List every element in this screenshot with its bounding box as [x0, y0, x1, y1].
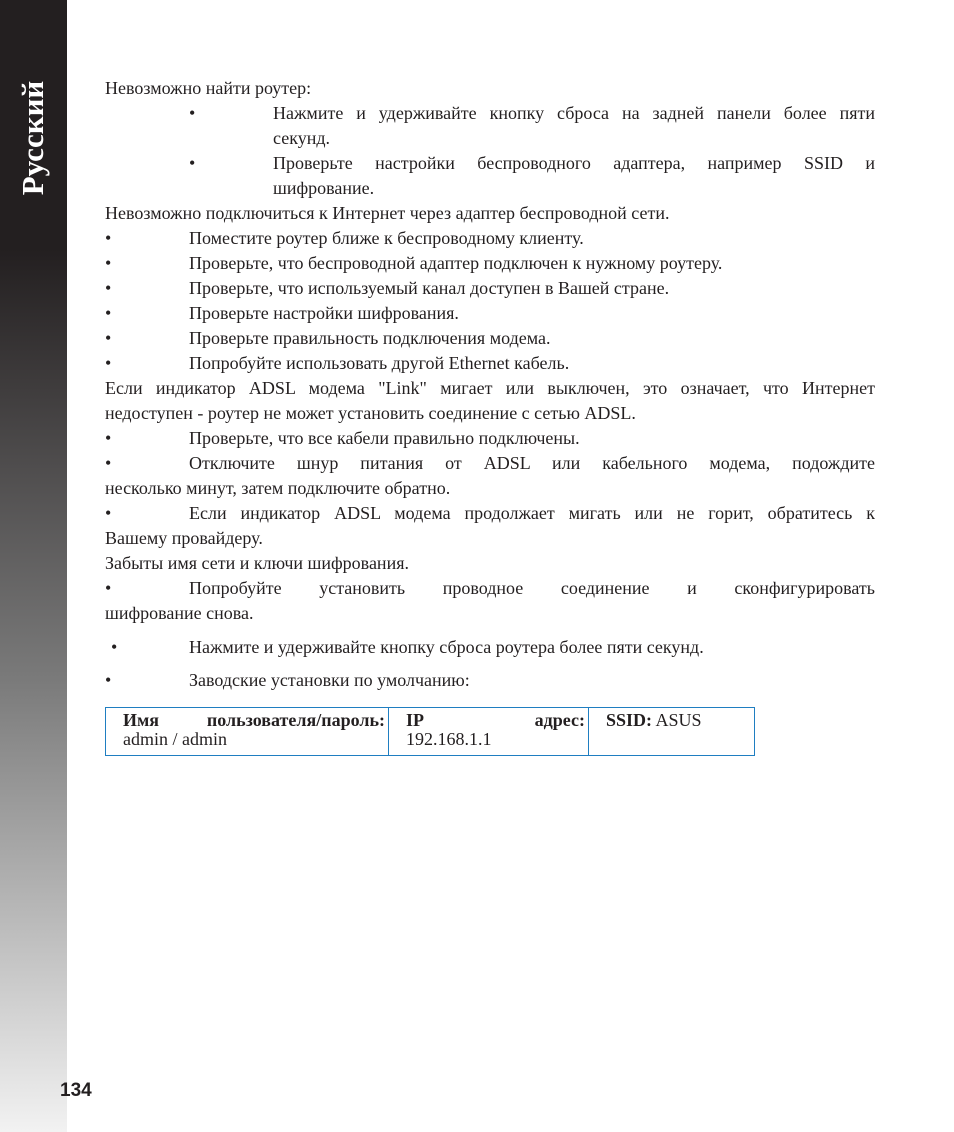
table-cell-ssid [589, 708, 755, 756]
username-label: Имя пользователя/пароль: [123, 710, 385, 730]
list-item-text: Нажмите и удерживайте кнопку сброса роутера более пяти секунд. [189, 637, 704, 657]
bullet: • [189, 103, 196, 123]
list-item-text: Если индикатор ADSL модема продолжает мигать или не горит, обратитесь к [189, 503, 875, 523]
bullet: • [105, 670, 112, 690]
username-value: admin / admin [123, 729, 227, 749]
page-number: 134 [60, 1080, 92, 1101]
ip-label: IP адрес: [406, 710, 585, 730]
list-item-text: Заводские установки по умолчанию: [189, 670, 470, 690]
language-tab-label: Русский [15, 80, 50, 196]
section-heading: Забыты имя сети и ключи шифрования. [105, 553, 409, 573]
list-item-text: Проверьте, что используемый канал доступен в Вашей стране. [189, 278, 670, 298]
table-cell-username [106, 708, 389, 756]
section-heading: Невозможно подключиться к Интернет через адаптер беспроводной сети. [105, 203, 670, 223]
ssid-label: SSID: [606, 710, 653, 730]
bullet: • [105, 228, 112, 248]
list-item-text: Проверьте настройки шифрования. [189, 303, 459, 323]
ssid-line [606, 711, 751, 730]
list-item-continuation: шифрование снова. [105, 603, 254, 623]
table-row [106, 708, 755, 756]
list-item-text: Отключите шнур питания от ADSL или кабельного модема, подождите [189, 453, 875, 473]
list-item-continuation: несколько минут, затем подключите обратно. [105, 478, 451, 498]
list-item-text: Нажмите и удерживайте кнопку сброса на задней панели более пяти [273, 103, 875, 123]
list-item-text: Проверьте, что беспроводной адаптер подключен к нужному роутеру. [189, 253, 723, 273]
bullet: • [105, 503, 112, 523]
list-item-text: Проверьте настройки беспроводного адаптера, например SSID и [273, 153, 875, 173]
list-item-continuation: Вашему провайдеру. [105, 528, 263, 548]
bullet: • [111, 637, 118, 657]
bullet: • [105, 253, 112, 273]
bullet: • [105, 303, 112, 323]
list-item-text: секунд. [273, 128, 330, 148]
bullet: • [105, 428, 112, 448]
ssid-value: ASUS [655, 710, 702, 730]
list-item-text: шифрование. [273, 178, 375, 198]
list-item-text: Попробуйте использовать другой Ethernet кабель. [189, 353, 570, 373]
bullet: • [105, 328, 112, 348]
list-item-text: Проверьте, что все кабели правильно подключены. [189, 428, 580, 448]
bullet: • [189, 153, 196, 173]
language-tab [0, 0, 67, 240]
bullet: • [105, 278, 112, 298]
list-item-text: Проверьте правильность подключения модема. [189, 328, 551, 348]
bullet: • [105, 353, 112, 373]
list-item-text: Попробуйте установить проводное соединение и сконфигурировать [189, 578, 875, 598]
section-heading-continuation: недоступен - роутер не может установить соединение с сетью ADSL. [105, 403, 636, 423]
ip-value: 192.168.1.1 [406, 729, 492, 749]
section-heading: Невозможно найти роутер: [105, 78, 312, 98]
list-item-text: Поместите роутер ближе к беспроводному клиенту. [189, 228, 584, 248]
bullet: • [105, 453, 112, 473]
table-cell-ip [389, 708, 589, 756]
section-heading: Если индикатор ADSL модема "Link" мигает или выключен, это означает, что Интернет [105, 378, 875, 398]
factory-defaults-table [105, 707, 755, 756]
bullet: • [105, 578, 112, 598]
